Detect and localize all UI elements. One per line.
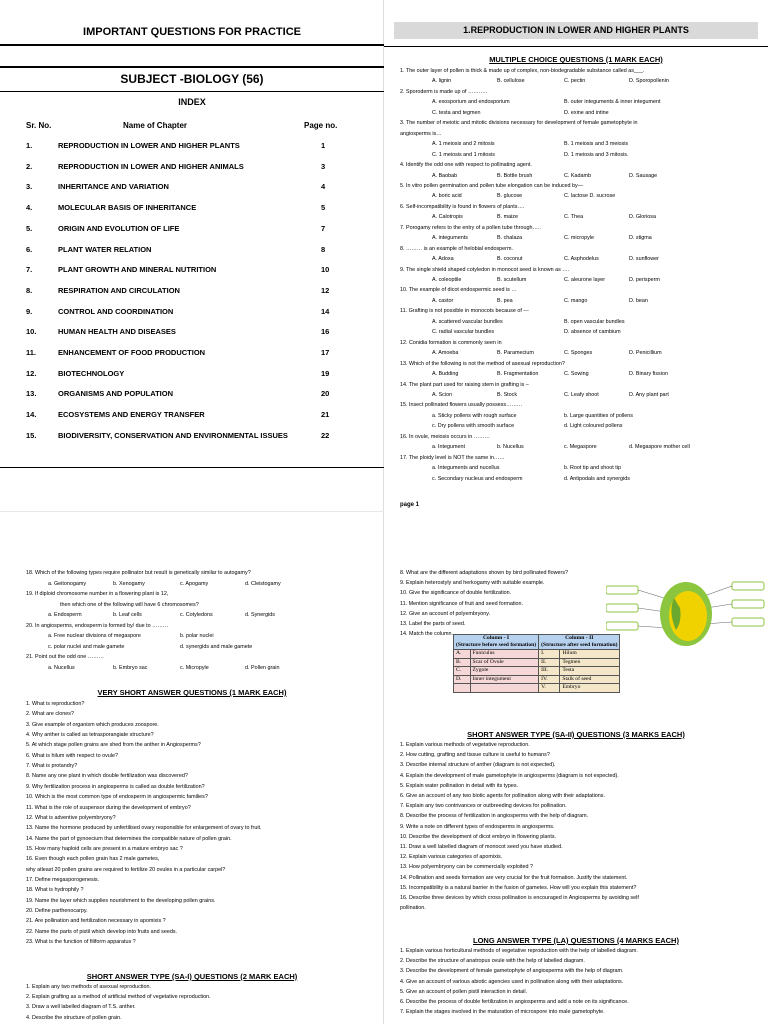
question-text: 3. Describe internal structure of anther (diagram is not expected). <box>400 762 556 769</box>
answer-option: B. pea <box>497 297 513 304</box>
column-head-chapter: Name of Chapter <box>123 121 188 130</box>
index-row <box>0 307 384 319</box>
question-text: 19. If diploid chromosome number in a flowering plant is 12, <box>26 591 169 597</box>
answer-option: C. Kadamb <box>564 172 591 179</box>
question-text: 14. Match the column. <box>400 631 454 638</box>
question-text: 6. Give an account of any two biotic agents for pollination along with their adaptations. <box>400 793 605 799</box>
chapter-page: 4 <box>321 182 326 192</box>
chapter-name: PLANT GROWTH AND MINERAL NUTRITION <box>58 265 217 275</box>
answer-option: D. absence of cambium <box>564 329 621 336</box>
chapter-page: 10 <box>321 265 330 275</box>
answer-option: C. lactose D. sucrose <box>564 193 616 200</box>
index-row <box>0 410 384 422</box>
table-row <box>454 675 620 684</box>
chapter-name: ORGANISMS AND POPULATION <box>58 389 174 399</box>
question-text: 14. Pollination and seeds formation are very crucial for the fruit formation. Justify the statement. <box>400 874 628 881</box>
answer-option: D. Penicillium <box>629 350 662 357</box>
question-text: 17. The ploidy level is NOT the same in…… <box>400 454 505 461</box>
answer-option: A. castor <box>432 297 454 304</box>
table-cell: A. <box>454 650 471 659</box>
answer-option: C. Asphodelus <box>564 256 599 263</box>
answer-option: C. radial vascular bundles <box>432 329 495 336</box>
question-text: 13. Label the parts of seed. <box>400 621 466 627</box>
chapter-name: INHERITANCE AND VARIATION <box>58 182 169 192</box>
answer-option: d. Pollen grain <box>245 664 280 671</box>
question-text: 6. Describe the process of double fertilization in angiosperms and add a note on its significance. <box>400 999 629 1005</box>
question-text: 9. The single shield shaped cotyledon in monocot seed is known as …. <box>400 266 570 273</box>
answer-option: c. Micropyle <box>180 664 209 671</box>
question-text: 6. What is hilum with respect to ovule? <box>26 752 118 759</box>
chapter-number: 8. <box>26 285 33 295</box>
document-title: IMPORTANT QUESTIONS FOR PRACTICE <box>83 26 301 38</box>
chapter-page: 22 <box>321 430 330 440</box>
question-text: angiosperms is… <box>400 130 442 137</box>
chapter-number: 1. <box>26 141 33 150</box>
chapter-page: 8 <box>321 244 326 254</box>
question-text: 1. Explain various horticultural methods of vegetative reproduction with the help of labelled diagram. <box>400 948 638 954</box>
chapter-number: 9. <box>26 306 33 316</box>
chapter-number: 5. <box>26 223 33 233</box>
questions-page-2 <box>0 512 384 1024</box>
question-text: 3. Draw a well labelled diagram of T.S. anther. <box>26 1004 136 1011</box>
answer-option: b. polar nuclei <box>180 633 214 639</box>
chapter-page: 17 <box>321 348 330 357</box>
chapter-page: 1 <box>321 141 326 150</box>
answer-option: B. coconut <box>497 256 523 263</box>
vsa-heading: VERY SHORT ANSWER QUESTIONS (1 MARK EACH) <box>97 688 287 697</box>
table-cell: C. <box>454 667 471 676</box>
answer-option: d. Synergids <box>245 612 275 618</box>
question-text: 12. Explain various categories of apomixis. <box>400 854 503 861</box>
question-text: 10. Which is the most common type of endosperm in angiospermic families? <box>26 794 208 801</box>
question-text: 9. Why fertilization process in angiosperms is called as double fertilization? <box>26 783 205 790</box>
answer-option: A. Budding <box>432 371 459 378</box>
question-text: pollination. <box>400 905 426 912</box>
question-text: 14. The plant part used for raising stem in grafting is – <box>400 381 529 388</box>
chapter-name: BIOTECHNOLOGY <box>58 368 125 378</box>
answer-option: a. Integument <box>432 444 465 451</box>
question-text: 3. Give example of organism which produces zoospore. <box>26 721 159 728</box>
answer-option: B. scutellum <box>497 277 527 283</box>
chapter-number: 12. <box>26 368 37 378</box>
index-row <box>0 348 384 360</box>
answer-option: a. Geitonogamy <box>48 580 87 587</box>
question-text: 12. Conidia formation is commonly seen in <box>400 339 502 346</box>
subject-rule-top <box>0 66 384 68</box>
answer-option: d. Antipodals and synergids <box>564 475 630 482</box>
answer-option: d. synergids and male gamete <box>180 643 253 650</box>
question-text: why atleast 20 pollen grains are required to fertilize 20 ovules in a particular carpel? <box>26 866 226 873</box>
question-text: 2. Explain grafting as a method of artificial method of vegetative reproduction. <box>26 994 211 1001</box>
answer-option: C. Sowing <box>564 371 589 378</box>
chapter-page: 20 <box>321 389 330 399</box>
question-text: 21. Are pollination and fertilization necessary in apomixis ? <box>26 918 166 925</box>
question-text: 12. What is adventive polyembryony? <box>26 814 116 821</box>
question-text: 22. Name the parts of pistil which develop into fruits and seeds. <box>26 928 178 935</box>
question-text: 10. The example of dicot endospermic seed is … <box>400 287 517 294</box>
title-rule <box>0 44 384 46</box>
question-text: 2. How cutting, grafting and tissue culture is useful to humans? <box>400 752 550 759</box>
question-text: 2. What are clones? <box>26 711 74 718</box>
question-text: 17. Define megasporogenesis. <box>26 876 100 883</box>
question-text: 4. Explain the development of male gametophyte in angiosperms (diagram is not expected). <box>400 772 619 779</box>
answer-option: C. aleurone layer <box>564 277 606 283</box>
answer-option: A. integuments <box>432 235 468 242</box>
answer-option: b. Nucellus <box>497 444 524 451</box>
question-text: 1. The outer layer of pollen is thick & made up of complex, non-biodegradable substance called as___. <box>400 68 645 74</box>
question-text: 14. Name the part of gynoecium that determines the compatible nature of pollen grain. <box>26 835 232 842</box>
answer-option: C. pectin <box>564 78 586 85</box>
question-text: 4. Why anther is called as tetrasporangiate structure? <box>26 732 154 739</box>
answer-option: A. scattered vascular bundles <box>432 318 503 325</box>
question-text: 5. Explain water pollination in detail with its types. <box>400 782 519 789</box>
answer-option: b. Xenogamy <box>113 580 145 587</box>
chapter-page: 7 <box>321 223 326 233</box>
answer-option: a. Nucellus <box>48 664 75 671</box>
answer-option: c. Dry pollens with smooth surface <box>432 423 515 430</box>
answer-option: d. Light coloured pollens <box>564 423 623 430</box>
table-cell: Embryo <box>560 684 620 693</box>
question-text: 15. How many haploid cells are present in a mature embryo sac ? <box>26 845 183 852</box>
table-row <box>454 684 620 693</box>
answer-option: B. Bottle brush <box>497 172 533 179</box>
question-text: 5. Give an account of pollen pistil interaction in detail. <box>400 988 528 995</box>
chapter-page: 5 <box>321 203 326 213</box>
chapter-name: REPRODUCTION IN LOWER AND HIGHER ANIMALS <box>58 161 244 171</box>
chapter-name: PLANT WATER RELATION <box>58 244 152 254</box>
label-box <box>732 618 764 626</box>
chapter-page: 21 <box>321 410 330 420</box>
answer-option: D. Sporopollenin <box>629 78 669 85</box>
chapter-name: ENHANCEMENT OF FOOD PRODUCTION <box>58 348 206 357</box>
table-head-col2: Column - II (Structure after seed formation) <box>539 635 620 650</box>
answer-option: D. sunflower <box>629 256 659 263</box>
answer-option: D. Binary fission <box>629 371 668 378</box>
chapter-name: MOLECULAR BASIS OF INHERITANCE <box>58 203 197 213</box>
answer-option: c. Secondary nucleus and endosperm <box>432 475 523 482</box>
table-cell: Scar of Ovule <box>470 658 539 667</box>
question-text: 16. In ovule, meiosis occurs in ……… <box>400 433 490 440</box>
question-text: 8. ……… is an example of helobial endosperm. <box>400 245 513 252</box>
seed-diagram <box>606 578 766 650</box>
table-row <box>454 650 620 659</box>
table-cell: IV. <box>539 675 560 684</box>
answer-option: D. Gloriosa <box>629 214 656 221</box>
table-cell: Zygote <box>470 667 539 676</box>
question-text: 6. Self-incompatibility is found in flowers of plants…. <box>400 203 525 210</box>
answer-option: A. exosporium and endosporium <box>432 99 510 106</box>
chapter-number: 14. <box>26 410 37 420</box>
chapter-name: RESPIRATION AND CIRCULATION <box>58 285 180 295</box>
question-text: 15. Incompatibility is a natural barrier in the fusion of gametes. How will you explain this statement? <box>400 884 637 891</box>
question-text: 15. Insect pollinated flowers usually possess……… <box>400 402 523 409</box>
chapter-page: 3 <box>321 161 326 171</box>
label-box <box>606 622 638 630</box>
index-row <box>0 182 384 194</box>
chapter-rule <box>384 46 768 47</box>
answer-option: C. Leafy shoot <box>564 391 599 398</box>
chapter-name: REPRODUCTION IN LOWER AND HIGHER PLANTS <box>58 141 240 150</box>
index-bottom-rule <box>0 467 384 468</box>
index-row <box>0 327 384 339</box>
index-row <box>0 431 384 443</box>
chapter-number: 2. <box>26 161 33 171</box>
answer-option: C. testa and tegmen <box>432 109 481 116</box>
question-text: 16. Describe three devices by which cross pollination is encouraged in Angiosperms by avoiding self <box>400 895 639 901</box>
index-row <box>0 224 384 236</box>
answer-option: B. Fragmentation <box>497 371 539 378</box>
subject-heading: SUBJECT -BIOLOGY (56) <box>120 72 264 86</box>
question-text: 1. What is reproduction? <box>26 701 85 707</box>
question-text: 9. Explain heterostyly and herkogamy with suitable example. <box>400 580 545 587</box>
chapter-number: 13. <box>26 389 37 399</box>
mcq-heading: MULTIPLE CHOICE QUESTIONS (1 MARK EACH) <box>489 55 663 64</box>
index-row <box>0 245 384 257</box>
table-cell: Inner integument <box>470 675 539 684</box>
label-box <box>606 604 638 612</box>
question-text: 7. What is protandry? <box>26 763 78 770</box>
index-row <box>0 369 384 381</box>
chapter-name: ORIGIN AND EVOLUTION OF LIFE <box>58 223 180 233</box>
answer-option: C. Thea <box>564 214 584 221</box>
index-row <box>0 389 384 401</box>
label-box <box>606 586 638 594</box>
answer-option: A. Baobab <box>432 172 458 179</box>
answer-option: D. 1 meiosis and 3 mitosis. <box>564 151 629 158</box>
label-box <box>732 582 764 590</box>
chapter-name: BIODIVERSITY, CONSERVATION AND ENVIRONMENTAL ISSUES <box>58 430 288 440</box>
chapter-number: 10. <box>26 327 37 337</box>
la-heading: LONG ANSWER TYPE (LA) QUESTIONS (4 MARKS EACH) <box>473 936 679 945</box>
question-text: 23. What is the function of filiform apparatus ? <box>26 939 136 946</box>
question-text: 9. Write a note on different types of endosperms in angiosperms. <box>400 823 555 830</box>
question-text: 3. The number of meiotic and mitotic divisions necessary for development of female gametophyte in <box>400 120 638 127</box>
question-text: 3. Describe the development of female gametophyte of angiosperms with the help of diagram. <box>400 968 624 975</box>
index-row <box>0 162 384 174</box>
answer-option: A. 1 meiosis and 2 mitosis <box>432 141 495 148</box>
answer-option: D. perisperm <box>629 277 660 283</box>
chapter-name: HUMAN HEALTH AND DISEASES <box>58 327 176 337</box>
question-text: 11. What is the role of suspensor during the development of embryo? <box>26 804 191 811</box>
chapter-number: 6. <box>26 244 33 254</box>
column-head-srno: Sr. No. <box>26 121 52 130</box>
answer-option: a. Sticky pollens with rough surface <box>432 412 517 419</box>
answer-option: B. cellulose <box>497 78 525 85</box>
table-cell: Tegmen <box>560 658 620 667</box>
mcq-page <box>384 0 768 512</box>
question-text: 10. Give the significance of double fertilization. <box>400 590 512 597</box>
answer-option: D. Sausage <box>629 172 658 179</box>
question-text: 16. Even though each pollen grain has 2 male gametes, <box>26 856 160 863</box>
answer-option: A. lignin <box>432 78 452 85</box>
chapter-number: 4. <box>26 203 33 213</box>
answer-option: B. maize <box>497 214 518 221</box>
table-cell: I. <box>539 650 560 659</box>
question-text: 18. What is hydrophily ? <box>26 887 84 894</box>
question-text: 13. How polyembryony can be commercially exploited ? <box>400 864 534 871</box>
table-cell <box>470 684 539 693</box>
table-cell: Stalk of seed <box>560 675 620 684</box>
subject-rule-bottom <box>0 91 384 92</box>
index-row <box>0 265 384 277</box>
question-text: 5. In vitro pollen germination and pollen tube elongation can be induced by— <box>400 182 584 189</box>
chapter-title: 1.REPRODUCTION IN LOWER AND HIGHER PLANTS <box>394 22 758 39</box>
index-row <box>0 286 384 298</box>
table-cell: Funiculus <box>470 650 539 659</box>
question-text: 11. Draw a well labelled diagram of monocot seed you have studied. <box>400 844 563 850</box>
question-text: 7. Explain any two contrivances or outbreeding devices for pollination. <box>400 803 567 810</box>
question-text: 7. Porogamy refers to the entry of a pollen tube through….. <box>400 224 541 231</box>
answer-option: B. Stock <box>497 391 518 398</box>
question-text: 20. Define parthenocarpy. <box>26 908 88 914</box>
answer-option: B. Paramecium <box>497 350 534 357</box>
question-text: 4. Give an account of various abiotic agencies used in pollination along with their adaptations. <box>400 978 624 985</box>
answer-option: A. Scion <box>432 391 453 398</box>
question-text: 11. Grafting is not possible in monocots because of --- <box>400 308 529 315</box>
question-text: 10. Describe the development of dicot embryo in flowering plants. <box>400 833 557 840</box>
chapter-number: 15. <box>26 430 37 440</box>
sa1-heading: SHORT ANSWER TYPE (SA-I) QUESTIONS (2 MARK EACH) <box>86 972 298 981</box>
table-row <box>454 667 620 676</box>
answer-option: c. Cotyledons <box>180 612 213 618</box>
answer-option: D. bean <box>629 297 648 304</box>
chapter-page: 16 <box>321 327 330 337</box>
table-cell: V. <box>539 684 560 693</box>
answer-option: c. Megaspore <box>564 444 597 451</box>
question-text: 8. What are the different adaptations shown by bird pollinated flowers? <box>400 570 569 576</box>
question-text: 19. Name the layer which supplies nourishment to the developing pollen grains. <box>26 897 216 904</box>
chapter-number: 3. <box>26 182 33 192</box>
question-text: then which one of the following will have 6 chromosomes? <box>60 601 199 608</box>
match-column-table <box>453 634 620 693</box>
answer-option: C. mango <box>564 297 588 304</box>
answer-option: a. Endosperm <box>48 612 82 618</box>
answer-option: B. outer integuments & inner integument <box>564 99 661 106</box>
question-text: 13. Which of the following is not the method of asexual reproduction? <box>400 360 565 367</box>
answer-option: C. micropyle <box>564 235 594 242</box>
table-cell: II. <box>539 658 560 667</box>
chapter-name: ECOSYSTEMS AND ENERGY TRANSFER <box>58 410 205 420</box>
answer-option: d. Megaspore mother cell <box>629 444 690 451</box>
answer-option: B. glucose <box>497 193 523 200</box>
question-text: 5. At which stage pollen grains are shed from the anther in Angiosperms? <box>26 742 201 749</box>
table-cell: Testa <box>560 667 620 676</box>
table-cell: B. <box>454 658 471 667</box>
answer-option: A. coleoptile <box>432 277 462 283</box>
table-cell: Hilum <box>560 650 620 659</box>
chapter-number: 11. <box>26 348 37 357</box>
answer-option: A. Amoeba <box>432 350 459 357</box>
question-text: 11. Mention significance of fruit and seed formation. <box>400 600 524 607</box>
index-row <box>0 141 384 153</box>
label-box <box>732 600 764 608</box>
question-text: 4. Identify the odd one with respect to pollinating agent. <box>400 162 532 169</box>
index-page <box>0 0 384 512</box>
chapter-name: CONTROL AND COORDINATION <box>58 306 174 316</box>
index-row <box>0 203 384 215</box>
answer-option: b. Embryo sac <box>113 664 148 671</box>
chapter-page: 12 <box>321 285 330 295</box>
chapter-page: 19 <box>321 368 330 378</box>
answer-option: A. boric acid <box>432 193 462 200</box>
answer-option: a. Free nuclear divisions of megaspore <box>48 633 141 639</box>
answer-option: c. Apogamy <box>180 580 209 587</box>
table-row <box>454 658 620 667</box>
answer-option: D. Any plant part <box>629 391 669 398</box>
table-cell: III. <box>539 667 560 676</box>
question-text: 18. Which of the following types require pollinator but result is genetically similar to autogamy? <box>26 570 251 576</box>
page-number: page 1 <box>400 502 420 508</box>
answer-option: C. Sponges <box>564 350 593 357</box>
table-cell <box>454 684 471 693</box>
question-text: 7. Explain the stages involved in the maturation of microspore into male gametophyte. <box>400 1009 605 1016</box>
chapter-page: 14 <box>321 306 330 316</box>
sa2-heading: SHORT ANSWER TYPE (SA-II) QUESTIONS (3 MARKS EACH) <box>467 730 685 739</box>
question-text: 20. In angiosperms, endosperm is formed by/ due to ……… <box>26 622 169 629</box>
answer-option: A. Adoxa <box>432 256 454 263</box>
question-text: 8. Describe the process of fertilization in angiosperms with the help of diagram. <box>400 813 589 820</box>
answer-option: b. Root tip and shoot tip <box>564 465 621 472</box>
answer-option: a. Integuments and nucellus <box>432 465 500 472</box>
answer-option: A. Calotropis <box>432 214 463 221</box>
answer-option: b. Large quantities of pollens <box>564 412 633 419</box>
answer-option: c. polar nuclei and male gamete <box>48 643 125 650</box>
question-text: 2. Describe the structure of anatropus ovule with the help of labelled diagram. <box>400 958 585 965</box>
answer-option: D. exine and intine <box>564 109 609 116</box>
question-text: 1. Explain various methods of vegetative reproduction. <box>400 742 530 748</box>
answer-option: C. 1 meiosis and 1 mitosis <box>432 151 495 158</box>
question-text: 4. Describe the structure of pollen grain. <box>26 1014 122 1021</box>
question-text: 12. Give an account of polyembryony. <box>400 610 491 617</box>
answer-option: B. 1 meiosis and 3 meiosis <box>564 141 629 148</box>
chapter-number: 7. <box>26 265 33 275</box>
answer-option: b. Leaf cells <box>113 612 142 618</box>
answer-option: B. open vascular bundles <box>564 318 625 325</box>
answer-option: B. chalaza <box>497 235 523 242</box>
column-head-page: Page no. <box>304 121 338 130</box>
table-head-col1: Column - I (Structure before seed formation) <box>454 635 539 650</box>
question-text: 13. Name the hormone produced by unfertilised ovary responsible for enlargement of ovary to fruit. <box>26 825 262 832</box>
question-text: 21. Point out the odd one ……… <box>26 654 104 660</box>
questions-page-3 <box>384 512 768 1024</box>
question-text: 1. Explain any two methods of asexual reproduction. <box>26 984 151 990</box>
answer-option: D. stigma <box>629 235 652 242</box>
index-heading: INDEX <box>178 97 206 107</box>
answer-option: d. Cleistogamy <box>245 580 281 587</box>
table-cell: D. <box>454 675 471 684</box>
question-text: 8. Name any one plant in which double fertilization was discovered? <box>26 773 188 780</box>
question-text: 2. Sporoderm is made up of ……….. <box>400 88 488 95</box>
